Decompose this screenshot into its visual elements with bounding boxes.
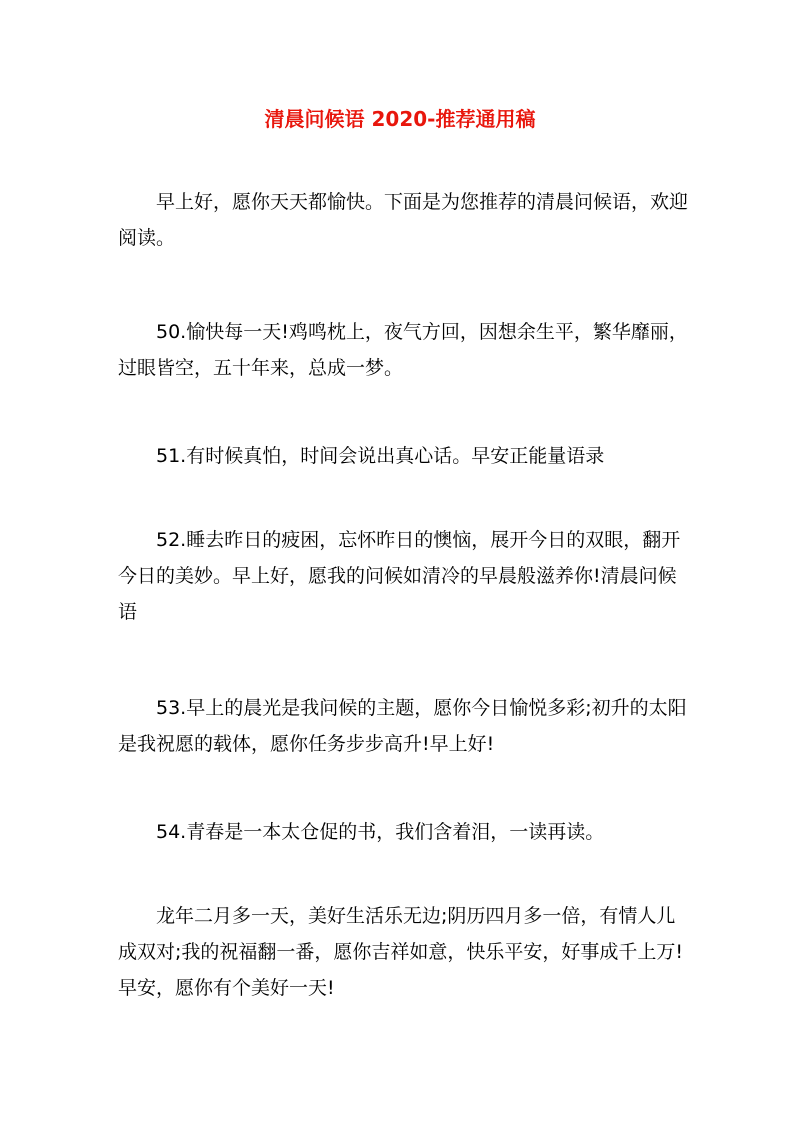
greeting-paragraph-dragon-year: 龙年二月多一天，美好生活乐无边;阴历四月多一倍，有情人儿成双对;我的祝福翻一番，愿你吉祥如意，快乐平安，好事成千上万!早安，愿你有个美好一天!: [118, 905, 684, 999]
greeting-paragraph-51: 51.有时候真怕，时间会说出真心话。早安正能量语录: [156, 445, 605, 467]
greeting-paragraph-53: 53.早上的晨光是我问候的主题，愿你今日愉悦多彩;初升的太阳是我祝愿的载体，愿你任务步步高升!早上好!: [118, 697, 687, 755]
greeting-paragraph-52: 52.睡去昨日的疲困，忘怀昨日的懊恼，展开今日的双眼，翻开今日的美妙。早上好，愿我的问候如清冷的早晨般滋养你!清晨问候语: [118, 529, 681, 623]
intro-paragraph: 早上好，愿你天天都愉快。下面是为您推荐的清晨问候语，欢迎阅读。: [118, 191, 689, 249]
greeting-paragraph-54: 54.青春是一本太仓促的书，我们含着泪，一读再读。: [156, 821, 605, 843]
greeting-paragraph-50: 50.愉快每一天!鸡鸣枕上，夜气方回，因想余生平，繁华靡丽，过眼皆空，五十年来，总成一梦。: [118, 321, 688, 379]
document-title: 清晨问候语 2020-推荐通用稿: [264, 107, 536, 131]
